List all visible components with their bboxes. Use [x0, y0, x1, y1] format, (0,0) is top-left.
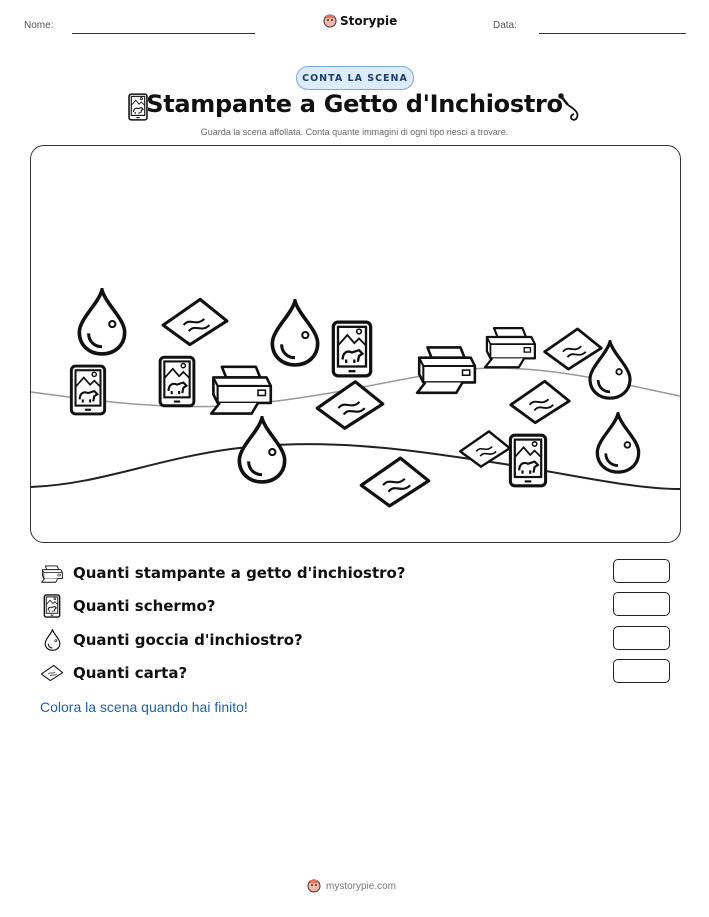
- paper-sheet[interactable]: [545, 329, 602, 369]
- activity-badge: CONTA LA SCENA: [296, 66, 414, 90]
- ink-drop[interactable]: [79, 290, 124, 354]
- hill-line-front: [31, 444, 680, 489]
- footer: [307, 879, 396, 893]
- question-text: Quanti stampante a getto d'inchiostro?: [73, 564, 406, 582]
- inkjet-printer[interactable]: [211, 367, 271, 414]
- cable-icon: [556, 92, 582, 122]
- question-text: Quanti goccia d'inchiostro?: [73, 631, 303, 649]
- question-text: Quanti carta?: [73, 664, 188, 682]
- screen-tablet[interactable]: [510, 435, 545, 486]
- storypie-icon: [307, 879, 321, 893]
- name-label: Nome:: [24, 20, 54, 31]
- finish-note: Colora la scena quando hai finito!: [40, 699, 248, 715]
- screen-tablet[interactable]: [71, 366, 104, 414]
- inkjet-printer[interactable]: [485, 328, 535, 367]
- date-label: Data:: [493, 20, 517, 31]
- page-title: Stampante a Getto d'Inchiostro: [146, 90, 563, 118]
- printer-icon: [40, 563, 64, 583]
- paper-sheet[interactable]: [511, 381, 569, 422]
- screen-icon: [43, 594, 61, 618]
- ink-drop-icon: [44, 629, 61, 651]
- answer-box-printer[interactable]: [613, 559, 670, 583]
- footer-url[interactable]: mystorypie.com: [326, 880, 397, 892]
- paper-sheet[interactable]: [317, 382, 383, 429]
- ink-drop[interactable]: [239, 418, 284, 482]
- screen-tablet[interactable]: [333, 322, 370, 376]
- page-subtitle: Guarda la scena affollata. Conta quante immagini di ogni tipo riesci a trovare.: [200, 127, 509, 137]
- answer-box-screen[interactable]: [613, 592, 670, 616]
- counting-scene[interactable]: [30, 145, 681, 543]
- paper-sheet[interactable]: [460, 431, 510, 466]
- brand-name: Storypie: [340, 14, 398, 28]
- paper-sheet[interactable]: [163, 299, 227, 344]
- ink-drop[interactable]: [597, 414, 638, 472]
- question-printer: [40, 561, 406, 585]
- answer-box-paper[interactable]: [613, 659, 670, 683]
- ink-drop[interactable]: [272, 301, 317, 365]
- brand-logo: [323, 14, 397, 28]
- date-line[interactable]: [539, 33, 686, 34]
- question-screen: [40, 594, 215, 618]
- paper-icon: [40, 664, 64, 682]
- question-ink-drop: [40, 628, 303, 652]
- answer-box-ink-drop[interactable]: [613, 626, 670, 650]
- question-paper: [40, 661, 187, 685]
- screen-tablet[interactable]: [160, 357, 194, 406]
- question-text: Quanti schermo?: [73, 597, 216, 615]
- name-line[interactable]: [72, 33, 255, 34]
- paper-sheet[interactable]: [361, 458, 428, 506]
- inkjet-printer[interactable]: [417, 347, 475, 392]
- storypie-icon: [323, 14, 337, 28]
